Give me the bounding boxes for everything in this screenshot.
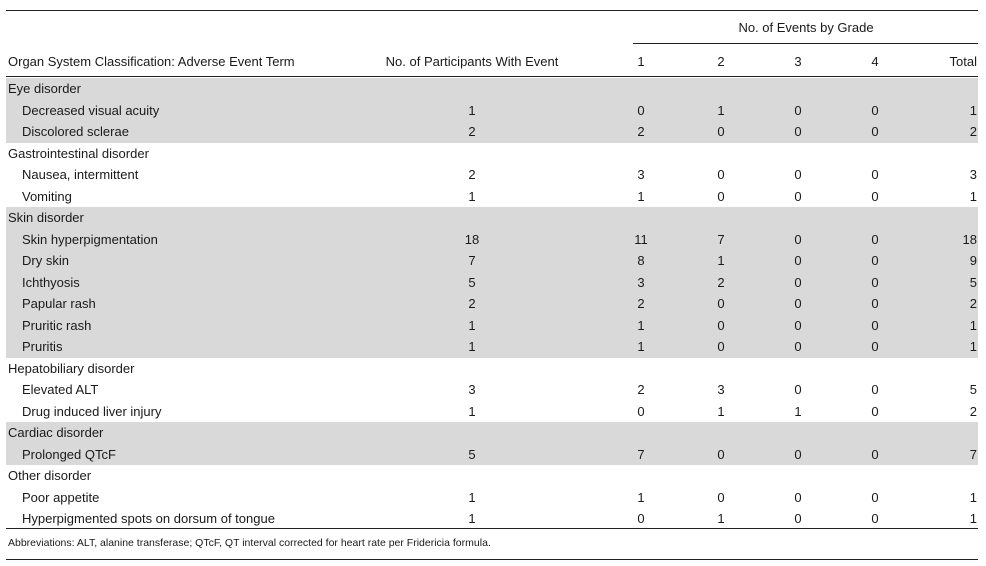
cell-g4: 0 <box>871 339 879 354</box>
header-rule <box>6 76 978 77</box>
table-row <box>6 250 978 272</box>
header-grade-3: 3 <box>794 54 802 69</box>
cell-g2: 0 <box>717 446 725 462</box>
cell-total: 1 <box>969 102 977 118</box>
table-top-rule <box>6 10 978 11</box>
cell-g2: 1 <box>717 511 725 526</box>
cell-g2: 1 <box>717 403 725 419</box>
cell-g2: 0 <box>717 489 725 505</box>
cell-g4: 0 <box>871 124 879 139</box>
cell-participants: 7 <box>468 253 476 268</box>
grade-group-rule <box>633 43 978 44</box>
cell-total: 5 <box>969 382 977 397</box>
cell-g1: 1 <box>637 317 645 333</box>
cell-participants: 2 <box>468 167 476 182</box>
cell-g1: 1 <box>637 339 645 354</box>
cell-g2: 0 <box>717 124 725 139</box>
cell-g4: 0 <box>871 231 879 247</box>
cell-g3: 0 <box>794 253 802 268</box>
cell-g4: 0 <box>871 403 879 419</box>
cell-participants: 2 <box>468 124 476 139</box>
cell-g2: 3 <box>717 382 725 397</box>
cell-g1: 11 <box>634 231 648 247</box>
term-label: Hyperpigmented spots on dorsum of tongue <box>22 511 275 526</box>
cell-g3: 0 <box>794 317 802 333</box>
cell-participants: 5 <box>468 274 476 290</box>
cell-g1: 8 <box>637 253 645 268</box>
cell-g4: 0 <box>871 296 879 311</box>
cell-g2: 2 <box>717 274 725 290</box>
cell-g3: 0 <box>794 231 802 247</box>
cell-participants: 1 <box>468 102 476 118</box>
cell-total: 1 <box>969 317 977 333</box>
table-row <box>6 444 978 466</box>
cell-g3: 0 <box>794 274 802 290</box>
cell-g4: 0 <box>871 317 879 333</box>
cell-g1: 0 <box>637 511 645 526</box>
cell-g3: 0 <box>794 446 802 462</box>
cell-g4: 0 <box>871 274 879 290</box>
header-grade-2: 2 <box>717 54 725 69</box>
cell-g3: 0 <box>794 382 802 397</box>
category-label: Gastrointestinal disorder <box>8 145 149 161</box>
table-row <box>6 487 978 509</box>
cell-g4: 0 <box>871 446 879 462</box>
cell-g3: 0 <box>794 188 802 204</box>
table-row <box>6 186 978 208</box>
cell-g4: 0 <box>871 253 879 268</box>
term-label: Elevated ALT <box>22 382 99 397</box>
table-bottom-rule <box>6 528 978 529</box>
cell-g4: 0 <box>871 382 879 397</box>
adverse-events-table <box>6 0 978 566</box>
cell-g3: 0 <box>794 296 802 311</box>
table-row <box>6 100 978 122</box>
term-label: Dry skin <box>22 253 69 268</box>
category-row <box>6 207 978 229</box>
header-grade-4: 4 <box>871 54 879 69</box>
cell-g1: 1 <box>637 188 645 204</box>
cell-participants: 18 <box>464 231 480 247</box>
header-grade-1: 1 <box>637 54 645 69</box>
cell-participants: 1 <box>468 317 476 333</box>
cell-g2: 0 <box>717 167 725 182</box>
cell-g1: 2 <box>637 382 645 397</box>
term-label: Poor appetite <box>22 489 100 505</box>
cell-total: 2 <box>969 124 977 139</box>
cell-g4: 0 <box>871 102 879 118</box>
term-label: Vomiting <box>22 188 72 204</box>
cell-g2: 0 <box>717 339 725 354</box>
term-label: Skin hyperpigmentation <box>22 231 158 247</box>
cell-g3: 1 <box>794 403 802 419</box>
header-term: Organ System Classification: Adverse Event Term <box>8 54 295 69</box>
cell-g4: 0 <box>871 167 879 182</box>
table-row <box>6 229 978 251</box>
cell-g1: 2 <box>637 124 645 139</box>
cell-participants: 5 <box>468 446 476 462</box>
category-label: Hepatobiliary disorder <box>8 360 135 376</box>
table-row <box>6 401 978 423</box>
cell-total: 9 <box>969 253 977 268</box>
cell-g1: 0 <box>637 403 645 419</box>
category-row <box>6 358 978 380</box>
cell-total: 1 <box>969 489 977 505</box>
cell-participants: 1 <box>468 489 476 505</box>
header-participants: No. of Participants With Event <box>385 54 559 69</box>
cell-g4: 0 <box>871 511 879 526</box>
cell-g1: 0 <box>637 102 645 118</box>
cell-g2: 7 <box>717 231 725 247</box>
category-row <box>6 465 978 487</box>
cell-total: 3 <box>969 167 977 182</box>
term-label: Prolonged QTcF <box>22 446 116 462</box>
category-row <box>6 143 978 165</box>
table-row <box>6 508 978 530</box>
cell-total: 2 <box>969 403 977 419</box>
cell-g1: 3 <box>637 274 645 290</box>
category-label: Eye disorder <box>8 81 81 96</box>
grade-group-header: No. of Events by Grade <box>738 20 874 35</box>
term-label: Discolored sclerae <box>22 124 129 139</box>
cell-participants: 1 <box>468 511 476 526</box>
cell-g3: 0 <box>794 339 802 354</box>
cell-total: 7 <box>969 446 977 462</box>
cell-total: 1 <box>969 339 977 354</box>
cell-g2: 1 <box>717 253 725 268</box>
term-label: Drug induced liver injury <box>22 403 162 419</box>
cell-g3: 0 <box>794 102 802 118</box>
table-row <box>6 164 978 186</box>
cell-g2: 0 <box>717 296 725 311</box>
cell-g1: 1 <box>637 489 645 505</box>
cell-participants: 3 <box>468 382 476 397</box>
table-row <box>6 315 978 337</box>
category-label: Skin disorder <box>8 210 84 225</box>
cell-total: 1 <box>969 188 977 204</box>
cell-g2: 0 <box>717 188 725 204</box>
term-label: Papular rash <box>22 296 96 311</box>
cell-g3: 0 <box>794 167 802 182</box>
header-total: Total <box>949 54 977 69</box>
cell-g3: 0 <box>794 124 802 139</box>
table-body <box>6 78 978 530</box>
category-row <box>6 78 978 100</box>
cell-participants: 1 <box>468 188 476 204</box>
cell-participants: 1 <box>468 339 476 354</box>
footnote-rule <box>6 559 978 560</box>
cell-g3: 0 <box>794 489 802 505</box>
table-row <box>6 336 978 358</box>
table-row <box>6 293 978 315</box>
cell-g2: 1 <box>717 102 725 118</box>
cell-g3: 0 <box>794 511 802 526</box>
cell-g4: 0 <box>871 188 879 204</box>
table-row <box>6 272 978 294</box>
category-label: Other disorder <box>8 468 92 483</box>
cell-total: 18 <box>962 231 977 247</box>
cell-participants: 2 <box>468 296 476 311</box>
cell-g2: 0 <box>717 317 725 333</box>
term-label: Decreased visual acuity <box>22 102 160 118</box>
cell-total: 5 <box>969 274 977 290</box>
cell-total: 2 <box>969 296 977 311</box>
cell-g1: 2 <box>637 296 645 311</box>
category-label: Cardiac disorder <box>8 425 104 440</box>
category-row <box>6 422 978 444</box>
cell-participants: 1 <box>468 403 476 419</box>
term-label: Pruritis <box>22 339 63 354</box>
footnote: Abbreviations: ALT, alanine transferase; QTcF, QT interval corrected for heart rate per Fridericia formula. <box>8 537 491 549</box>
cell-total: 1 <box>969 511 977 526</box>
table-row <box>6 121 978 143</box>
table-row <box>6 379 978 401</box>
cell-g4: 0 <box>871 489 879 505</box>
cell-g1: 3 <box>637 167 645 182</box>
term-label: Pruritic rash <box>22 317 92 333</box>
term-label: Ichthyosis <box>22 274 80 290</box>
term-label: Nausea, intermittent <box>22 167 139 182</box>
cell-g1: 7 <box>637 446 645 462</box>
